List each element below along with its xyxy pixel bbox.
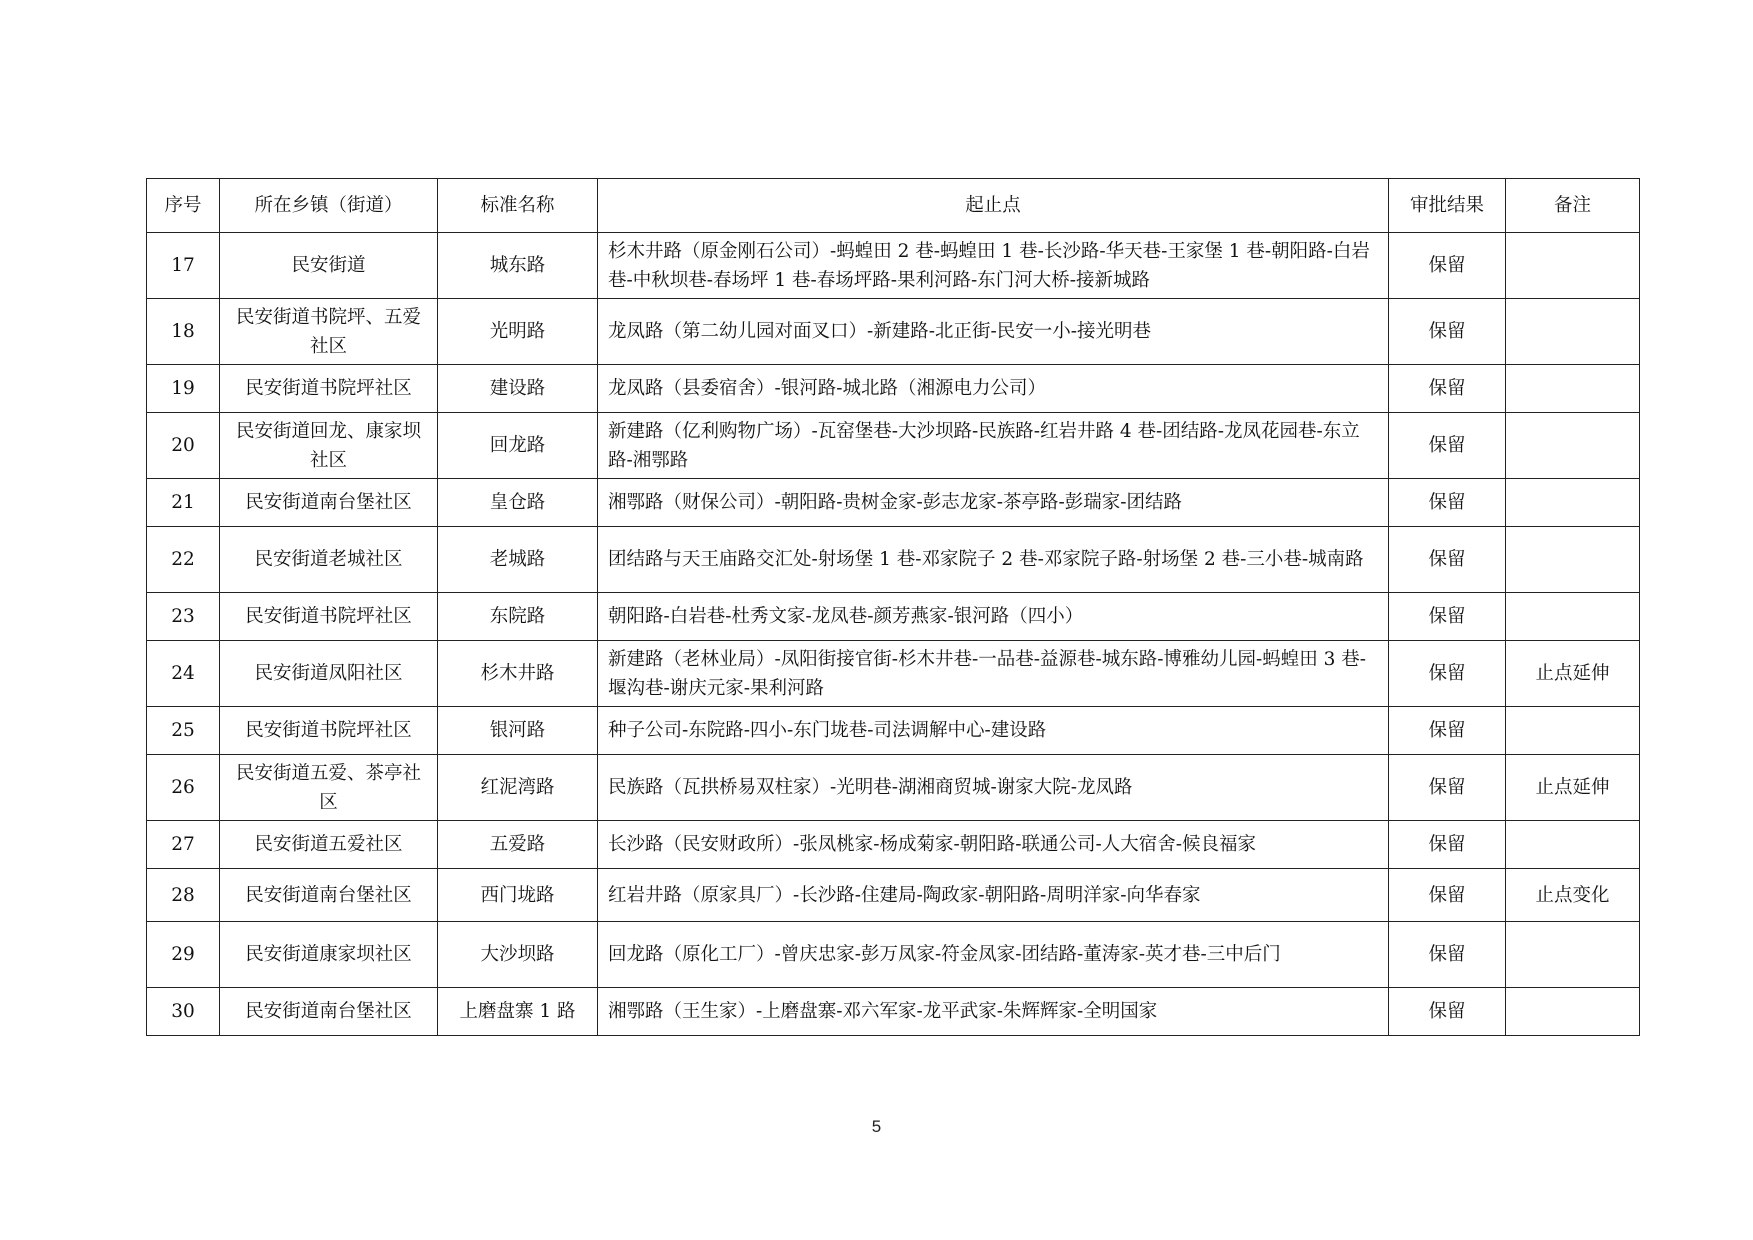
cell-remarks [1506, 988, 1640, 1036]
cell-serial-number: 28 [147, 869, 220, 922]
cell-start-end-points: 新建路（老林业局）-凤阳街接官街-杉木井巷-一品巷-益源巷-城东路-博雅幼儿园-蚂蝗田 3 巷-堰沟巷-谢庆元家-果利河路 [598, 641, 1389, 707]
cell-town-street: 民安街道五爱社区 [220, 821, 438, 869]
cell-start-end-points: 团结路与天王庙路交汇处-射场堡 1 巷-邓家院子 2 巷-邓家院子路-射场堡 2 巷-三小巷-城南路 [598, 527, 1389, 593]
cell-approval-result: 保留 [1389, 988, 1506, 1036]
cell-serial-number: 24 [147, 641, 220, 707]
cell-remarks [1506, 479, 1640, 527]
cell-start-end-points: 红岩井路（原家具厂）-长沙路-住建局-陶政家-朝阳路-周明洋家-向华春家 [598, 869, 1389, 922]
cell-town-street: 民安街道回龙、康家坝社区 [220, 413, 438, 479]
table-row [147, 479, 1640, 527]
cell-town-street: 民安街道凤阳社区 [220, 641, 438, 707]
table-row [147, 988, 1640, 1036]
table-row [147, 641, 1640, 707]
table-row [147, 922, 1640, 988]
cell-remarks [1506, 299, 1640, 365]
cell-remarks [1506, 707, 1640, 755]
cell-serial-number: 19 [147, 365, 220, 413]
cell-approval-result: 保留 [1389, 413, 1506, 479]
cell-serial-number: 23 [147, 593, 220, 641]
cell-remarks [1506, 365, 1640, 413]
table-row [147, 869, 1640, 922]
cell-town-street: 民安街道五爱、茶亭社区 [220, 755, 438, 821]
cell-standard-name: 上磨盘寨 1 路 [438, 988, 598, 1036]
cell-start-end-points: 长沙路（民安财政所）-张凤桃家-杨成菊家-朝阳路-联通公司-人大宿舍-候良福家 [598, 821, 1389, 869]
header-start-end-points: 起止点 [598, 179, 1389, 233]
cell-serial-number: 25 [147, 707, 220, 755]
cell-remarks: 止点延伸 [1506, 755, 1640, 821]
cell-serial-number: 29 [147, 922, 220, 988]
cell-town-street: 民安街道书院坪社区 [220, 593, 438, 641]
cell-town-street: 民安街道老城社区 [220, 527, 438, 593]
header-approval-result: 审批结果 [1389, 179, 1506, 233]
cell-serial-number: 30 [147, 988, 220, 1036]
cell-remarks [1506, 593, 1640, 641]
cell-town-street: 民安街道南台堡社区 [220, 479, 438, 527]
cell-serial-number: 26 [147, 755, 220, 821]
header-remarks: 备注 [1506, 179, 1640, 233]
header-town-street: 所在乡镇（街道） [220, 179, 438, 233]
cell-town-street: 民安街道南台堡社区 [220, 988, 438, 1036]
cell-standard-name: 老城路 [438, 527, 598, 593]
cell-standard-name: 光明路 [438, 299, 598, 365]
cell-standard-name: 西门垅路 [438, 869, 598, 922]
table-row [147, 413, 1640, 479]
cell-start-end-points: 种子公司-东院路-四小-东门垅巷-司法调解中心-建设路 [598, 707, 1389, 755]
cell-serial-number: 27 [147, 821, 220, 869]
cell-standard-name: 回龙路 [438, 413, 598, 479]
cell-town-street: 民安街道书院坪、五爱社区 [220, 299, 438, 365]
cell-serial-number: 17 [147, 233, 220, 299]
cell-approval-result: 保留 [1389, 479, 1506, 527]
cell-approval-result: 保留 [1389, 869, 1506, 922]
cell-town-street: 民安街道书院坪社区 [220, 707, 438, 755]
cell-standard-name: 城东路 [438, 233, 598, 299]
cell-standard-name: 东院路 [438, 593, 598, 641]
cell-start-end-points: 湘鄂路（财保公司）-朝阳路-贵树金家-彭志龙家-茶亭路-彭瑞家-团结路 [598, 479, 1389, 527]
cell-remarks [1506, 821, 1640, 869]
table-row [147, 821, 1640, 869]
cell-approval-result: 保留 [1389, 707, 1506, 755]
cell-town-street: 民安街道 [220, 233, 438, 299]
cell-remarks [1506, 233, 1640, 299]
table-row [147, 755, 1640, 821]
table-row [147, 299, 1640, 365]
cell-serial-number: 18 [147, 299, 220, 365]
cell-start-end-points: 朝阳路-白岩巷-杜秀文家-龙凤巷-颜芳燕家-银河路（四小） [598, 593, 1389, 641]
table-row [147, 233, 1640, 299]
table-row [147, 707, 1640, 755]
page-number: 5 [871, 1117, 882, 1136]
cell-remarks [1506, 922, 1640, 988]
cell-approval-result: 保留 [1389, 365, 1506, 413]
cell-start-end-points: 湘鄂路（王生家）-上磨盘寨-邓六军家-龙平武家-朱辉辉家-全明国家 [598, 988, 1389, 1036]
cell-town-street: 民安街道康家坝社区 [220, 922, 438, 988]
cell-approval-result: 保留 [1389, 593, 1506, 641]
cell-standard-name: 皇仓路 [438, 479, 598, 527]
cell-start-end-points: 民族路（瓦拱桥易双柱家）-光明巷-湖湘商贸城-谢家大院-龙凤路 [598, 755, 1389, 821]
cell-start-end-points: 龙凤路（第二幼儿园对面叉口）-新建路-北正街-民安一小-接光明巷 [598, 299, 1389, 365]
cell-approval-result: 保留 [1389, 527, 1506, 593]
cell-approval-result: 保留 [1389, 922, 1506, 988]
cell-remarks: 止点变化 [1506, 869, 1640, 922]
table-row [147, 593, 1640, 641]
table-row [147, 527, 1640, 593]
cell-approval-result: 保留 [1389, 233, 1506, 299]
cell-remarks [1506, 527, 1640, 593]
table-row [147, 365, 1640, 413]
cell-standard-name: 银河路 [438, 707, 598, 755]
cell-start-end-points: 回龙路（原化工厂）-曾庆忠家-彭万凤家-符金凤家-团结路-董涛家-英才巷-三中后门 [598, 922, 1389, 988]
cell-town-street: 民安街道书院坪社区 [220, 365, 438, 413]
cell-remarks [1506, 413, 1640, 479]
cell-approval-result: 保留 [1389, 299, 1506, 365]
cell-standard-name: 建设路 [438, 365, 598, 413]
cell-remarks: 止点延伸 [1506, 641, 1640, 707]
cell-approval-result: 保留 [1389, 821, 1506, 869]
cell-standard-name: 杉木井路 [438, 641, 598, 707]
cell-start-end-points: 杉木井路（原金刚石公司）-蚂蝗田 2 巷-蚂蝗田 1 巷-长沙路-华天巷-王家堡 1 巷-朝阳路-白岩巷-中秋坝巷-春场坪 1 巷-春场坪路-果利河路-东门河大桥-接新城路 [598, 233, 1389, 299]
cell-start-end-points: 新建路（亿利购物广场）-瓦窑堡巷-大沙坝路-民族路-红岩井路 4 巷-团结路-龙凤花园巷-东立路-湘鄂路 [598, 413, 1389, 479]
header-standard-name: 标准名称 [438, 179, 598, 233]
cell-start-end-points: 龙凤路（县委宿舍）-银河路-城北路（湘源电力公司） [598, 365, 1389, 413]
cell-town-street: 民安街道南台堡社区 [220, 869, 438, 922]
cell-approval-result: 保留 [1389, 641, 1506, 707]
road-naming-table [146, 178, 1640, 1036]
header-serial-number: 序号 [147, 179, 220, 233]
cell-standard-name: 红泥湾路 [438, 755, 598, 821]
cell-serial-number: 20 [147, 413, 220, 479]
cell-approval-result: 保留 [1389, 755, 1506, 821]
cell-standard-name: 五爱路 [438, 821, 598, 869]
cell-serial-number: 21 [147, 479, 220, 527]
cell-serial-number: 22 [147, 527, 220, 593]
cell-standard-name: 大沙坝路 [438, 922, 598, 988]
table-header-row [147, 179, 1640, 233]
